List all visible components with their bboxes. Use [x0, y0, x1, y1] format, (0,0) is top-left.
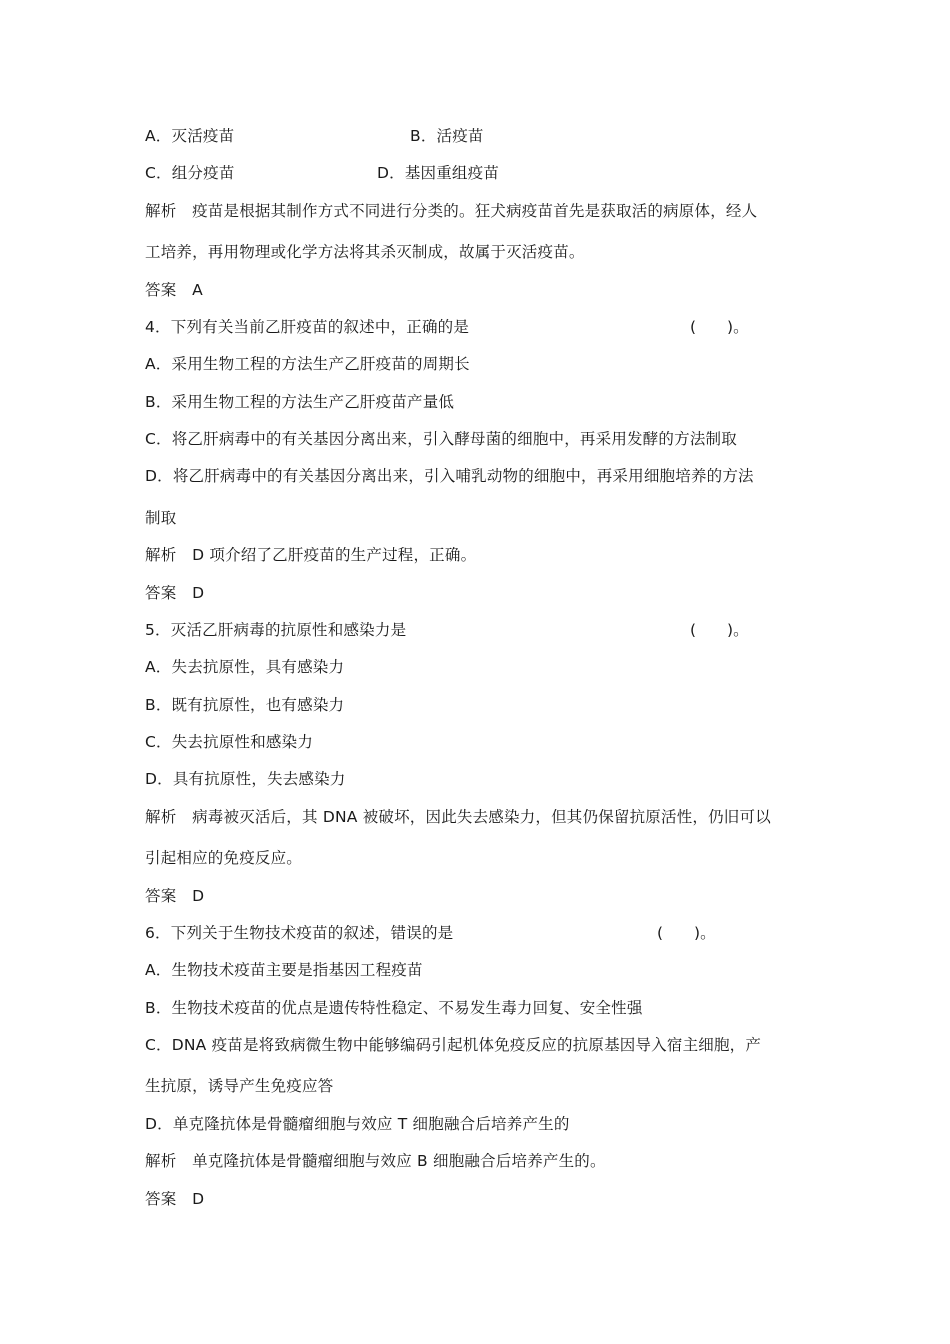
- q3-option-b: B．活疫苗: [410, 127, 484, 145]
- q6-option-a: A．生物技术疫苗主要是指基因工程疫苗: [145, 961, 423, 979]
- q4-option-d-line1: D．将乙肝病毒中的有关基因分离出来，引入哺乳动物的细胞中，再采用细胞培养的方法: [145, 467, 754, 485]
- q5-answer-blank: ( )。: [690, 621, 749, 639]
- q6-option-c-line2: 生抗原，诱导产生免疫应答: [145, 1077, 334, 1095]
- q4-option-d-line2: 制取: [145, 509, 177, 527]
- q4-option-c: C．将乙肝病毒中的有关基因分离出来，引入酵母菌的细胞中，再采用发酵的方法制取: [145, 430, 737, 448]
- q5-option-a: A．失去抗原性，具有感染力: [145, 658, 345, 676]
- q5-analysis-line1: 解析 病毒被灭活后，其 DNA 被破坏，因此失去感染力，但其仍保留抗原活性，仍旧可以: [145, 808, 771, 826]
- q5-option-b: B．既有抗原性，也有感染力: [145, 696, 345, 714]
- q6-analysis: 解析 单克隆抗体是骨髓瘤细胞与效应 B 细胞融合后培养产生的。: [145, 1152, 606, 1170]
- q6-answer: 答案 D: [145, 1190, 205, 1208]
- q4-option-a: A．采用生物工程的方法生产乙肝疫苗的周期长: [145, 355, 470, 373]
- q4-answer-blank: ( )。: [690, 318, 749, 336]
- q3-answer: 答案 A: [145, 281, 203, 299]
- q6-option-b: B．生物技术疫苗的优点是遗传特性稳定、不易发生毒力回复、安全性强: [145, 999, 643, 1017]
- q4-analysis: 解析 D 项介绍了乙肝疫苗的生产过程，正确。: [145, 546, 477, 564]
- q6-stem: 6．下列关于生物技术疫苗的叙述，错误的是: [145, 924, 454, 942]
- q6-option-d: D．单克隆抗体是骨髓瘤细胞与效应 T 细胞融合后培养产生的: [145, 1115, 570, 1133]
- q5-analysis-line2: 引起相应的免疫反应。: [145, 849, 303, 867]
- q4-answer: 答案 D: [145, 584, 205, 602]
- q6-answer-blank: ( )。: [657, 924, 716, 942]
- q5-option-d: D．具有抗原性，失去感染力: [145, 770, 346, 788]
- q4-stem: 4．下列有关当前乙肝疫苗的叙述中，正确的是: [145, 318, 470, 336]
- q4-option-b: B．采用生物工程的方法生产乙肝疫苗产量低: [145, 393, 455, 411]
- q3-analysis-line2: 工培养，再用物理或化学方法将其杀灭制成，故属于灭活疫苗。: [145, 243, 585, 261]
- q3-analysis-line1: 解析 疫苗是根据其制作方式不同进行分类的。狂犬病疫苗首先是获取活的病原体，经人: [145, 202, 758, 220]
- q3-option-a: A．灭活疫苗: [145, 127, 235, 145]
- q5-option-c: C．失去抗原性和感染力: [145, 733, 314, 751]
- q3-option-d: D．基因重组疫苗: [377, 164, 500, 182]
- q5-answer: 答案 D: [145, 887, 205, 905]
- q5-stem: 5．灭活乙肝病毒的抗原性和感染力是: [145, 621, 407, 639]
- q6-option-c-line1: C．DNA 疫苗是将致病微生物中能够编码引起机体免疫反应的抗原基因导入宿主细胞，产: [145, 1036, 762, 1054]
- q3-option-c: C．组分疫苗: [145, 164, 235, 182]
